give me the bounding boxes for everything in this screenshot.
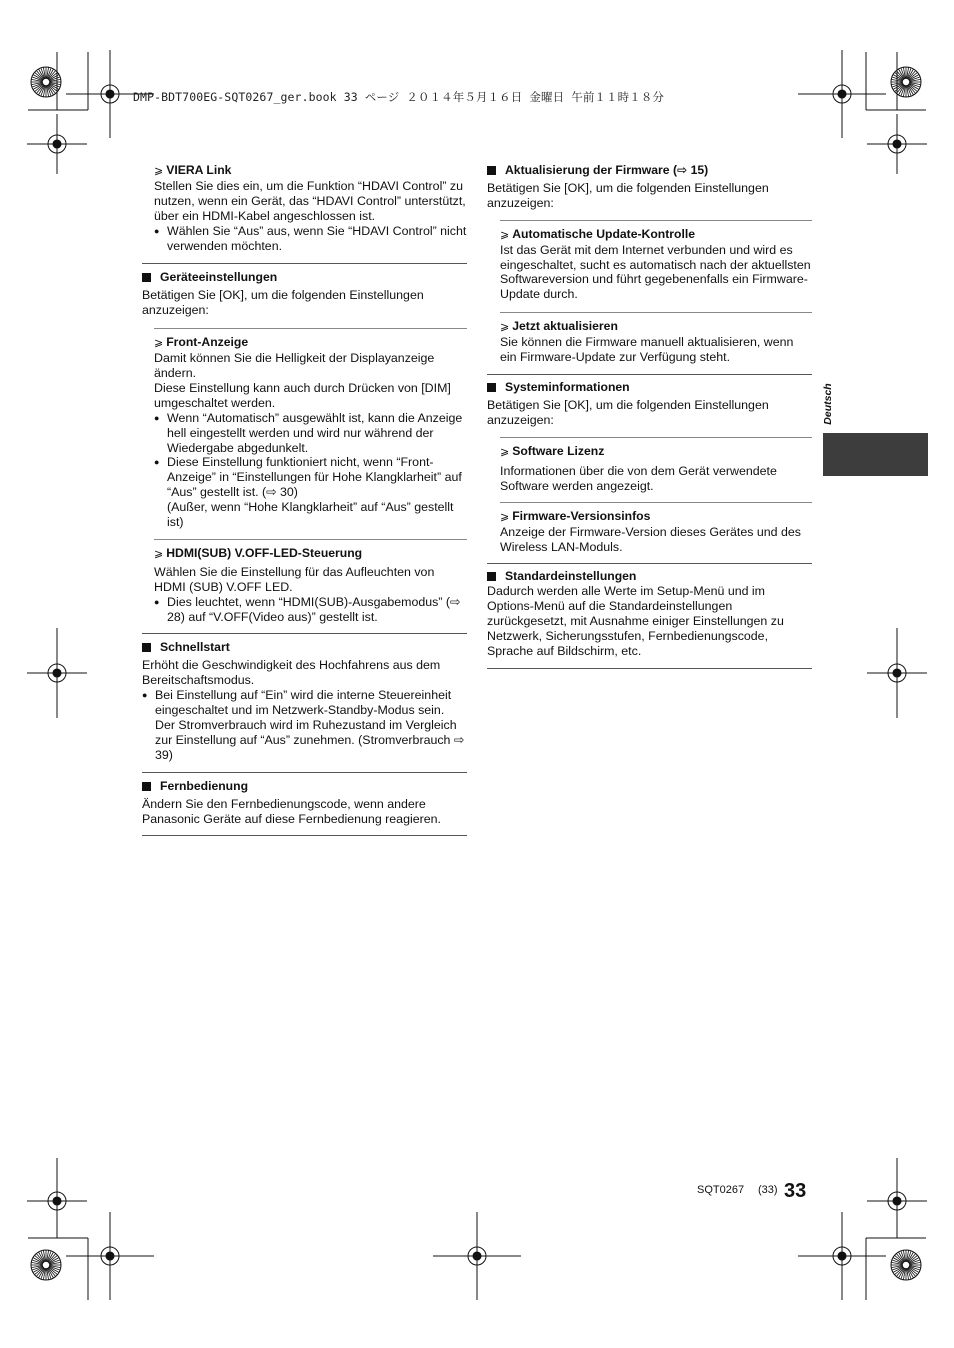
divider (500, 312, 812, 313)
fernbedienung-title: Fernbedienung (160, 778, 249, 793)
left-column (142, 163, 467, 842)
hdmi-sub-title: HDMI(SUB) V.OFF-LED-Steuerung (166, 545, 363, 560)
square-bullet-icon (142, 643, 151, 652)
divider (154, 539, 467, 540)
square-bullet-icon (487, 383, 496, 392)
divider (487, 563, 812, 564)
front-anzeige-bullet-2: ● Diese Einstellung funktioniert nicht, wenn “Front-Anzeige” in “Einstellungen für Hohe Klangklarheit” auf “Aus” gestellt ist. (⇨ 30) (154, 455, 467, 500)
standard-text: Dadurch werden alle Werte im Setup-Menü und im Options-Menü auf die Standardeinstellungen zurückgesetzt, mit Ausnahme einiger Einstellungen zu Netzwerk, Sicherungsstufen, Fernbedienungscode, Sprache auf Bildschirm, etc. (487, 584, 784, 658)
arrow-icon: ⩾ (154, 165, 164, 177)
viera-link-title: VIERA Link (166, 163, 232, 177)
divider (142, 633, 467, 634)
hdmi-sub-section (142, 546, 467, 625)
jetzt-section (487, 319, 812, 365)
viera-link-text: Stellen Sie dies ein, um die Funktion “HDAVI Control” zu nutzen, wenn ein Gerät, das “HDAVI Control” unterstützt, über ein HDMI-Kabel angeschlossen ist. (154, 178, 466, 223)
arrow-icon: ⩾ (500, 321, 510, 334)
schnellstart-text: Erhöht die Geschwindigkeit des Hochfahrens aus dem Bereitschaftsmodus. (142, 658, 441, 688)
lizenz-section (487, 444, 812, 494)
geraeteeinstellungen-text: Betätigen Sie [OK], um die folgenden Einstellungen anzuzeigen: (142, 288, 424, 318)
viera-link-bullet: ● Wählen Sie “Aus” aus, wenn Sie “HDAVI Control” nicht verwenden möchten. (154, 224, 467, 254)
lizenz-title: Software Lizenz (512, 443, 605, 458)
square-bullet-icon (142, 782, 151, 791)
print-header: DMP-BDT700EG-SQT0267_ger.book 33 ページ ２０１４年５月１６日 金曜日 午前１１時１８分 (133, 90, 665, 104)
arrow-icon: ⩾ (500, 445, 510, 458)
auto-update-text: Ist das Gerät mit dem Internet verbunden und wird es eingeschaltet, sucht es automatisch nach der aktuellsten Softwareversion und führt gegebenenfalls ein Firmware-Update durch. (500, 242, 811, 302)
arrow-icon: ⩾ (500, 511, 510, 524)
side-tab (823, 433, 928, 476)
geraeteeinstellungen-title: Geräteeinstellungen (160, 270, 278, 285)
divider (142, 263, 467, 264)
front-anzeige-section (142, 335, 467, 530)
divider (142, 835, 467, 836)
divider (154, 328, 467, 329)
fwver-section (487, 509, 812, 555)
divider (487, 374, 812, 375)
divider (500, 437, 812, 438)
hdmi-sub-text: Wählen Sie die Einstellung für das Aufleuchten von HDMI (SUB) V.OFF LED. (154, 564, 435, 594)
square-bullet-icon (142, 273, 151, 282)
divider (500, 220, 812, 221)
fernbedienung-text: Ändern Sie den Fernbedienungscode, wenn andere Panasonic Geräte auf diese Fernbedienung reagieren. (142, 796, 441, 826)
hdmi-sub-bullet: ● Dies leuchtet, wenn “HDMI(SUB)-Ausgabemodus” (⇨ 28) auf “V.OFF(Video aus)” gestellt ist. (154, 595, 467, 625)
front-anzeige-bullet-1: ● Wenn “Automatisch” ausgewählt ist, kann die Anzeige hell eingestellt werden und wird nur während der Wiedergabe abgedunkelt. (154, 411, 467, 456)
divider (142, 772, 467, 773)
divider (487, 668, 812, 669)
jetzt-text: Sie können die Firmware manuell aktualisieren, wenn ein Firmware-Update zur Verfügung steht. (500, 335, 794, 365)
page-number: 33 (784, 1180, 807, 1202)
auto-update-title: Automatische Update-Kontrolle (512, 226, 696, 241)
front-anzeige-bullet-2-note: (Außer, wenn “Hohe Klangklarheit” auf “Aus” gestellt ist) (167, 500, 454, 530)
front-anzeige-title: Front-Anzeige (166, 335, 249, 350)
footer-page-ref: (33) (758, 1184, 778, 1196)
systeminfo-text: Betätigen Sie [OK], um die folgenden Einstellungen anzuzeigen: (487, 397, 769, 427)
auto-update-section (487, 227, 812, 303)
schnellstart-bullet: ● Bei Einstellung auf “Ein” wird die interne Steuereinheit eingeschaltet und im Netzwerk-Standby-Modus sein. Der Stromverbrauch wird im Ruhezustand im Vergleich zur Einstellung auf “Aus” zunehmen. (Stromverbrauch ⇨ 39) (142, 688, 467, 763)
arrow-icon: ⩾ (154, 337, 164, 350)
arrow-icon: ⩾ (154, 547, 164, 560)
square-bullet-icon (487, 572, 496, 581)
side-tab-language: Deutsch (822, 383, 834, 425)
fwver-text: Anzeige der Firmware-Version dieses Gerätes und des Wireless LAN-Moduls. (500, 525, 801, 555)
standard-title: Standardeinstellungen (505, 569, 637, 584)
lizenz-text: Informationen über die von dem Gerät verwendete Software werden angezeigt. (500, 463, 777, 493)
divider (500, 502, 812, 503)
footer-doc-code: SQT0267 (697, 1184, 745, 1196)
jetzt-title: Jetzt aktualisieren (512, 319, 618, 334)
schnellstart-title: Schnellstart (160, 640, 230, 655)
firmware-title: Aktualisierung der Firmware (⇨ 15) (505, 163, 709, 177)
right-column (487, 163, 812, 674)
square-bullet-icon (487, 166, 496, 175)
firmware-text: Betätigen Sie [OK], um die folgenden Einstellungen anzuzeigen: (487, 180, 769, 210)
fwver-title: Firmware-Versionsinfos (512, 509, 651, 524)
arrow-icon: ⩾ (500, 228, 510, 241)
viera-link-section (142, 163, 467, 253)
systeminfo-title: Systeminformationen (505, 379, 630, 394)
front-anzeige-text-1: Damit können Sie die Helligkeit der Displayanzeige ändern. (154, 351, 435, 380)
front-anzeige-text-2: Diese Einstellung kann auch durch Drücken von [DIM] umgeschaltet werden. (154, 380, 451, 410)
